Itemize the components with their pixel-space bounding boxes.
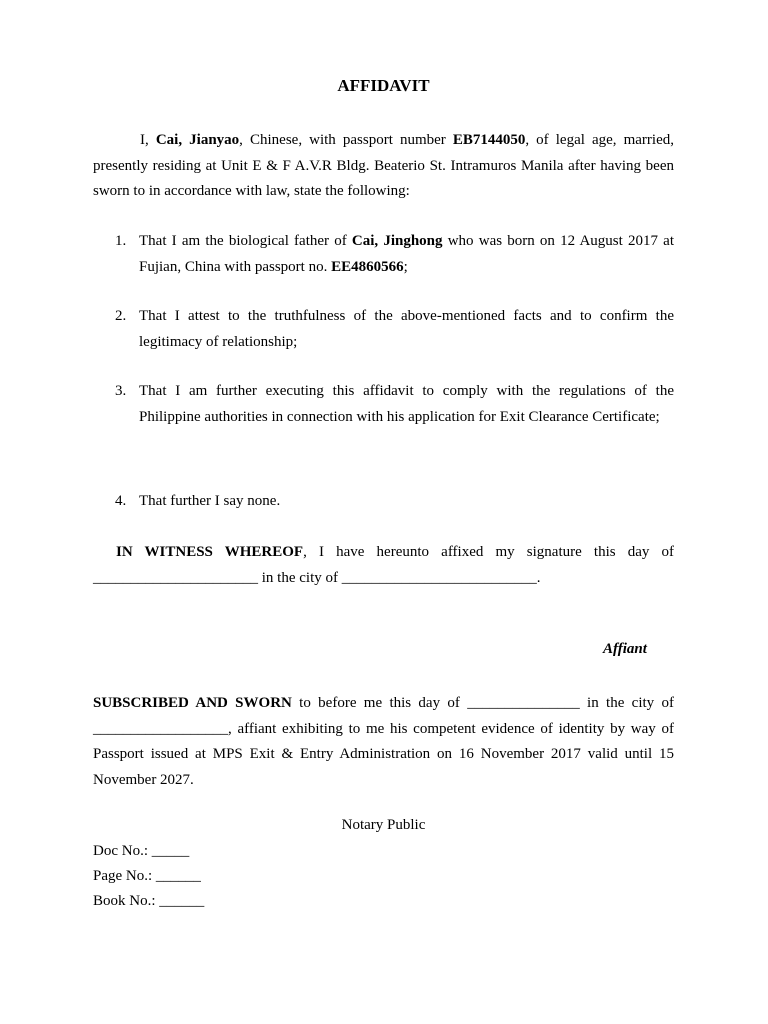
item-1-text-3: ;: [403, 258, 408, 275]
list-item-text: That I am further executing this affidavit to comply with the regulations of the Philippine authorities in connection with his application for Exit Clearance Certificate;: [139, 383, 674, 425]
child-name: Cai, Jinghong: [351, 233, 443, 249]
item-1-text-1: That I am the biological father of: [139, 233, 352, 249]
list-item-text: [139, 229, 674, 280]
intro-text-3: , of legal age, married, presently residing at Unit E & F A.V.R Bldg. Beaterio St. Intramuros Manila after having been sworn to in accordance with law, state the following:: [93, 132, 675, 199]
affiant-label: Affiant: [603, 641, 647, 657]
intro-paragraph: [93, 128, 674, 205]
witness-heading: IN WITNESS WHEREOF: [116, 544, 304, 560]
list-item-number: 2.: [115, 308, 127, 324]
child-passport-number: EE4860566: [331, 258, 404, 275]
intro-text-2: , Chinese, with passport number: [239, 132, 453, 148]
book-number-line: Book No.: ______: [93, 893, 205, 909]
witness-text: , I have hereunto affixed my signature this day of ______________________ in the city of __________________________.: [93, 544, 674, 586]
document-title: AFFIDAVIT: [337, 76, 430, 95]
list-item-text: That further I say none.: [139, 493, 281, 509]
list-item-text: That I attest to the truthfulness of the above-mentioned facts and to confirm the legitimacy of relationship;: [139, 308, 674, 350]
affiant-passport-number: EB7144050: [452, 132, 526, 148]
sworn-text: to before me this day of _______________ in the city of __________________, affiant exhibiting to me his competent evidence of identity by way of Passport issued at MPS Exit & Entry Administration on 16 November 2017 valid until 15 November 2027.: [93, 695, 674, 788]
notary-public-label: Notary Public: [341, 817, 426, 833]
list-item-number: 1.: [115, 233, 127, 249]
sworn-heading: SUBSCRIBED AND SWORN: [93, 695, 292, 711]
witness-paragraph: [93, 540, 674, 591]
sworn-paragraph: [93, 691, 674, 793]
page-number-line: Page No.: ______: [93, 868, 201, 884]
affiant-name: Cai, Jianyao: [155, 132, 240, 148]
list-item-number: 4.: [115, 493, 127, 509]
intro-text-1: I,: [140, 132, 156, 148]
doc-number-line: Doc No.: _____: [93, 843, 190, 859]
list-item-number: 3.: [115, 383, 127, 399]
item-1-text-2: who was born on 12 August 2017 at Fujian, China with passport no.: [139, 233, 674, 275]
